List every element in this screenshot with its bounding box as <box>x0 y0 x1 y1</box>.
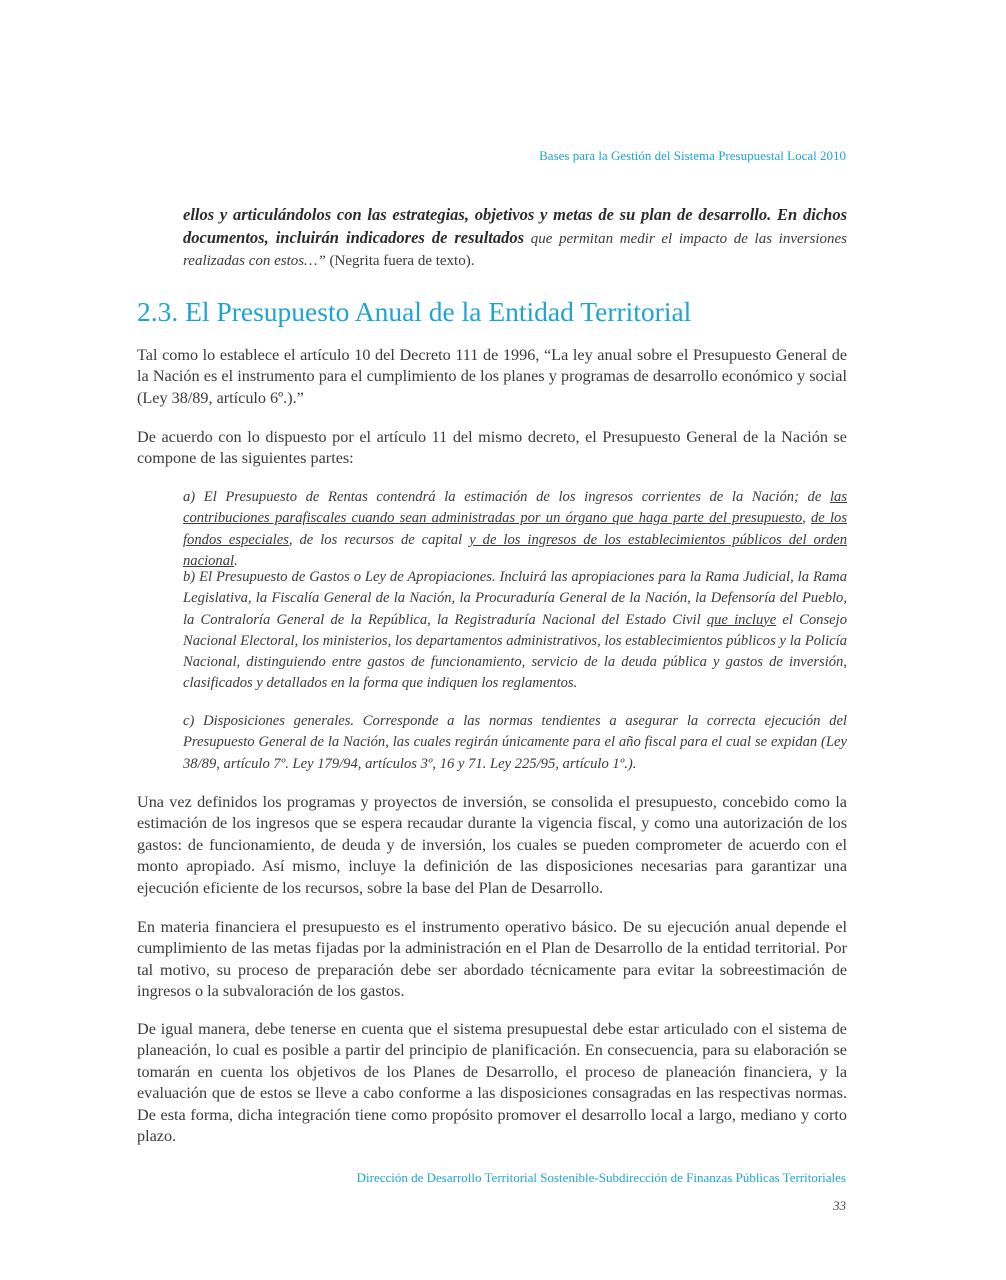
quote-a-underline-2: de los fondos especiales <box>183 510 847 548</box>
running-header: Bases para la Gestión del Sistema Presupuestal Local 2010 <box>539 148 846 163</box>
intro-quote-italic: que permitan medir el impacto de las inversiones realizadas con estos…” <box>183 231 847 269</box>
quote-b-text-2: el Consejo Nacional Electoral, los ministerios, los departamentos administrativos, los establecimientos públicos y la Policía Nacional, distinguiendo entre gastos de funcionamiento, servicio de la deuda pública y gastos de inversión, clasificados y detallados en la forma que indiquen los reglamentos. <box>183 611 847 692</box>
paragraph-3: Una vez definidos los programas y proyectos de inversión, se consolida el presupuesto, concebido como la estimación de los ingresos que se espera recaudar durante la vigencia fiscal, y como una autorización de los gastos: de funcionamiento, de deuda y de inversión, los cuales se pueden comprometer de acuerdo con el monto apropiado. Así mismo, incluye la definición de las disposiciones necesarias para garantizar una ejecución eficiente de los recursos, sobre la base del Plan de Desarrollo. <box>137 793 847 897</box>
paragraph-1: Tal como lo establece el artículo 10 del Decreto 111 de 1996, “La ley anual sobre el Presupuesto General de la Nación es el instrumento para el cumplimiento de los planes y programas de desarrollo económico y social (Ley 38/89, artículo 6º.).” <box>137 346 847 407</box>
intro-quote-note: (Negrita fuera de texto). <box>325 252 475 269</box>
quote-item-a <box>183 487 847 572</box>
intro-quote-bold: ellos y articulándolos con las estrategias, objetivos y metas de su plan de desarrollo. En dichos documentos, incluirán indicadores de resultados <box>183 205 847 248</box>
quote-item-c: c) Disposiciones generales. Corresponde a las normas tendientes a asegurar la correcta ejecución del Presupuesto General de la Nación, las cuales regirán únicamente para el año fiscal para el cual se expidan (Ley 38/89, artículo 7º. Ley 179/94, artículos 3º, 16 y 71. Ley 225/95, artículo 1º.). <box>183 713 847 772</box>
quote-a-text-2: , <box>802 510 811 527</box>
quote-a-underline-3: y de los ingresos de los establecimientos públicos del orden nacional <box>183 531 848 569</box>
quote-a-text-1: a) El Presupuesto de Rentas contendrá la estimación de los ingresos corrientes de la Nación; de <box>183 489 830 505</box>
paragraph-2: De acuerdo con lo dispuesto por el artículo 11 del mismo decreto, el Presupuesto General de la Nación se compone de las siguientes partes: <box>137 428 847 468</box>
section-title: 2.3. El Presupuesto Anual de la Entidad Territorial <box>137 296 692 327</box>
quote-a-text-4: . <box>234 552 238 569</box>
quote-a-text-3: , de los recursos de capital <box>288 531 470 548</box>
quote-item-b <box>183 567 847 695</box>
paragraph-4: En materia financiera el presupuesto es el instrumento operativo básico. De su ejecución anual depende el cumplimiento de las metas fijadas por la administración en el Plan de Desarrollo de la entidad territorial. Por tal motivo, su proceso de preparación debe ser abordado técnicamente para evitar la sobreestimación de ingresos o la subvaloración de los gastos. <box>137 918 847 1001</box>
footer-organization: Dirección de Desarrollo Territorial Sostenible-Subdirección de Finanzas Públicas Territoriales <box>356 1170 846 1185</box>
quote-b-underline-1: que incluye <box>706 611 777 628</box>
intro-quote <box>183 204 847 272</box>
paragraph-5: De igual manera, debe tenerse en cuenta que el sistema presupuestal debe estar articulado con el sistema de planeación, lo cual es posible a partir del principio de planificación. En consecuencia, para su elaboración se tomarán en cuenta los objetivos de los Planes de Desarrollo, el proceso de planeación financiera, y la evaluación que de estos se lleve a cabo conforme a las disposiciones consagradas en las respectivas normas. De esta forma, dicha integración tiene como propósito promover el desarrollo local a largo, mediano y corto plazo. <box>137 1020 847 1146</box>
quote-b-text-1: b) El Presupuesto de Gastos o Ley de Apropiaciones. Incluirá las apropiaciones para la Rama Judicial, la Rama Legislativa, la Fiscalía General de la Nación, la Procuraduría General de la Nación, la Defensoría del Pueblo, la Contraloría General de la República, la Registraduría Nacional del Estado Civil <box>183 569 847 628</box>
quote-a-underline-1: las contribuciones parafiscales cuando sean administradas por un órgano que haga parte del presupuesto <box>183 489 847 527</box>
page-number: 33 <box>833 1198 846 1213</box>
